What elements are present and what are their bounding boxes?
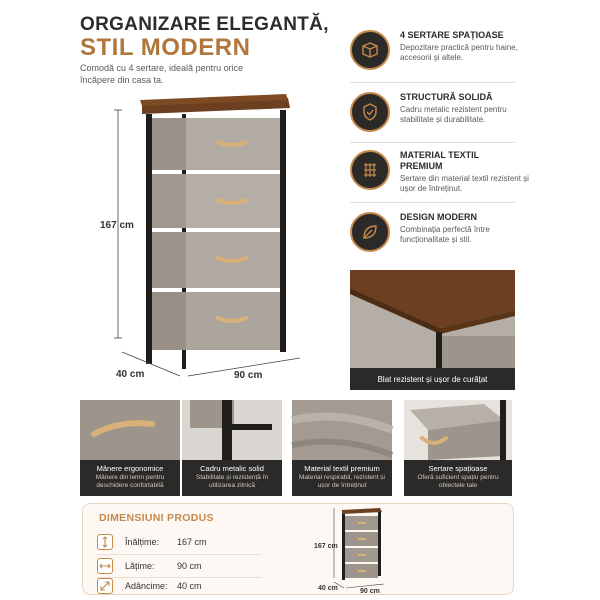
leaf-icon — [350, 212, 390, 252]
subtitle: Comodă cu 4 sertare, ideală pentru orice încăpere din casa ta. — [80, 63, 244, 85]
divider — [350, 142, 515, 143]
feature-structure — [350, 92, 520, 142]
card-desc: Stabilitate și rezistență în utilizarea zilnică — [195, 474, 269, 489]
mini-product-illustration — [314, 504, 440, 595]
title-line-2: STIL MODERN — [80, 34, 251, 61]
card-frame — [182, 400, 282, 496]
card-handles — [80, 400, 180, 496]
feature-desc: Cadru metalic rezistent pentru stabilitate și durabilitate. — [400, 105, 507, 124]
dimension-label: Lățime: — [125, 561, 155, 571]
card-title: Material textil premium — [304, 464, 380, 473]
handle-image — [80, 400, 180, 460]
mini-height-label: 167 cm — [314, 543, 338, 550]
depth-icon — [97, 578, 113, 594]
height-dimension-label: 167 cm — [100, 220, 134, 231]
feature-title: 4 SERTARE SPAȚIOASE — [400, 30, 504, 40]
width-dimension-label: 90 cm — [234, 370, 263, 381]
card-desc: Material respirabil, rezistent și ușor de întreținut — [299, 474, 385, 489]
dimensions-panel — [82, 503, 514, 595]
card-desc: Mânere din lemn pentru deschidere confortabilă — [95, 474, 165, 489]
dimension-label: Adâncime: — [125, 581, 168, 591]
card-title: Sertare spațioase — [428, 464, 488, 473]
dimension-label: Înălțime: — [125, 537, 160, 547]
card-title: Cadru metalic solid — [200, 464, 264, 473]
dimension-width — [97, 558, 297, 576]
dimension-value: 167 cm — [177, 537, 207, 547]
divider — [350, 82, 515, 83]
box-icon — [350, 30, 390, 70]
feature-title: STRUCTURĂ SOLIDĂ — [400, 92, 493, 102]
feature-desc: Sertare din material textil rezistent și ușor de întreținut. — [400, 174, 529, 193]
tabletop-closeup — [350, 270, 515, 390]
drawer-image — [404, 400, 512, 460]
product-illustration — [100, 90, 340, 390]
feature-desc: Combinația perfectă între funcționalitate și stil. — [400, 225, 490, 244]
fabric-icon — [350, 150, 390, 190]
card-drawers — [404, 400, 512, 496]
fabric-image — [292, 400, 392, 460]
dimension-height — [97, 534, 297, 552]
feature-fabric — [350, 150, 529, 200]
mini-depth-label: 40 cm — [318, 585, 338, 592]
closeup-caption: Blat rezistent și ușor de curățat — [350, 368, 515, 390]
shield-icon — [350, 92, 390, 132]
dimension-value: 90 cm — [177, 561, 202, 571]
frame-image — [182, 400, 282, 460]
depth-dimension-label: 40 cm — [116, 369, 145, 380]
feature-title: DESIGN MODERN — [400, 212, 478, 222]
card-fabric — [292, 400, 392, 496]
card-title: Mânere ergonomice — [96, 464, 164, 473]
card-desc: Oferă suficient spațiu pentru obiectele tale — [417, 474, 499, 489]
feature-title: MATERIAL TEXTIL PREMIUM — [400, 150, 480, 171]
feature-drawers — [350, 30, 520, 80]
dimensions-title: DIMENSIUNI PRODUS — [99, 512, 214, 524]
width-icon — [97, 558, 113, 574]
dimension-depth — [97, 578, 297, 596]
mini-width-label: 90 cm — [360, 588, 380, 595]
title-line-1: ORGANIZARE ELEGANTĂ, — [80, 14, 329, 35]
dimension-value: 40 cm — [177, 581, 202, 591]
feature-design — [350, 212, 520, 262]
height-icon — [97, 534, 113, 550]
feature-desc: Depozitare practică pentru haine, accesorii și altele. — [400, 43, 518, 62]
divider — [97, 554, 262, 555]
divider — [350, 202, 515, 203]
